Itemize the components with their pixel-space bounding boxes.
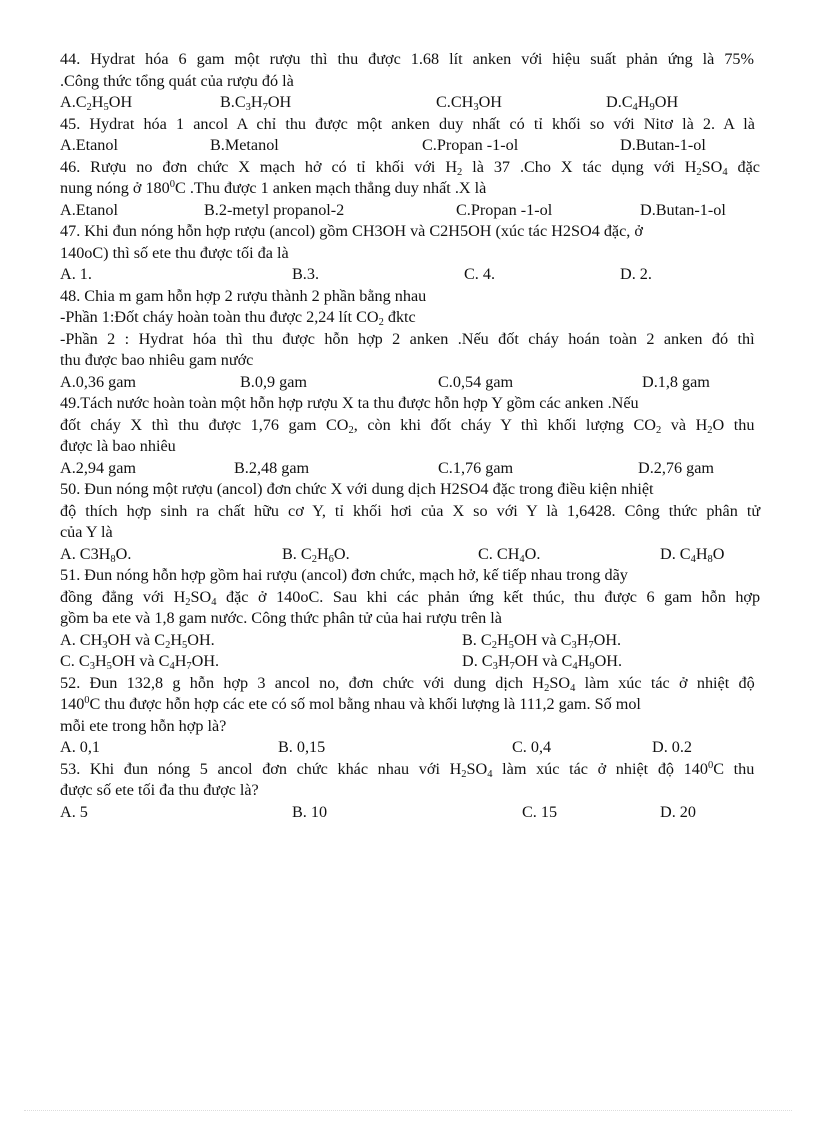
- question-text-line: $140^0C$ thu được hỗn hợp các ete có số mol bằng nhau và khối lượng là 111,2 gam. Số mol: [60, 695, 641, 713]
- answer-option-c: C.Propan -1-ol: [456, 200, 553, 219]
- answer-option-d: D. $C_3H_7OH$ và $C_4H_9OH$.: [462, 652, 622, 672]
- question-text-line: 140oC) thì số ete thu được tối đa là: [60, 243, 289, 262]
- question-text-line: của Y là: [60, 523, 113, 541]
- question-text-line: gồm ba ete và 1,8 gam nước. Công thức phân tử của hai rượu trên là: [60, 609, 502, 627]
- answer-options-row: [60, 802, 770, 824]
- answer-option-c: C.0,54 gam: [438, 372, 514, 391]
- answer-option-a: $A.C_2H_5OH$: [60, 93, 133, 113]
- page-bottom-divider: [24, 1110, 792, 1111]
- answer-option-c: C.1,76 gam: [438, 458, 514, 477]
- answer-option-b: $B.C_3H_7OH$: [220, 93, 292, 113]
- question-text-line: độ thích hợp sinh ra chất hữu cơ Y, tỉ khối hơi của X so với Y là 1,6428. Công thức phân tử: [60, 501, 761, 520]
- answer-option-d: D.1,8 gam: [642, 372, 710, 391]
- answer-option-a: A.Etanol: [60, 136, 118, 154]
- answer-options-row: [60, 200, 770, 222]
- answer-option-b: B. $C_2H_5OH$ và $C_3H_7OH$.: [462, 630, 622, 651]
- answer-option-c: C. $CH_4O$.: [478, 544, 541, 565]
- question-text-line: 46. Rượu no đơn chức X mạch hở có tỉ khối với $H_2$ là 37 .Cho X tác dụng với $H_2SO_4$ đặc: [60, 157, 760, 178]
- answer-option-b: B. 0,15: [278, 738, 326, 756]
- answer-option-c: C. 0,4: [512, 738, 552, 756]
- answer-option-c: C. 4.: [464, 265, 496, 283]
- question-text-line: .Công thức tổng quát của rượu đó là: [60, 71, 294, 90]
- answer-option-a: A. $C3H_8O$.: [60, 544, 132, 565]
- answer-option-c: C. 15: [522, 802, 558, 821]
- answer-option-a: A.2,94 gam: [60, 458, 136, 477]
- answer-option-b: B.3.: [292, 265, 319, 283]
- question-50: [60, 479, 770, 565]
- answer-options-row: [60, 92, 770, 114]
- question-text-line: được số ete tối đa thu được là?: [60, 781, 259, 799]
- answer-option-d: D.Butan-1-ol: [620, 136, 706, 154]
- answer-option-c: $C.CH_3OH$: [436, 93, 502, 113]
- answer-option-b: B.2-metyl propanol-2: [204, 200, 345, 219]
- question-52: [60, 673, 770, 759]
- answer-option-a: A. 1.: [60, 265, 92, 283]
- question-text-line: 50. Đun nóng một rượu (ancol) đơn chức X với dung dịch H2SO4 đặc trong điều kiện nhiệt: [60, 480, 654, 498]
- question-text-line: đồng đẳng với $H_2SO_4$ đặc ở 140oC. Sau khi các phản ứng kết thúc, thu được 6 gam hỗn hợp: [60, 587, 761, 608]
- answer-option-d: $D.C_4H_9OH$: [606, 93, 679, 113]
- question-text-line: nung nóng ở $180^0C$ .Thu được 1 anken mạch thẳng duy nhất .X là: [60, 179, 487, 197]
- question-text-line: 47. Khi đun nóng hỗn hợp rượu (ancol) gồm CH3OH và C2H5OH (xúc tác H2SO4 đặc, ở: [60, 222, 643, 240]
- answer-options-row: [60, 458, 770, 480]
- question-text-line: 53. Khi đun nóng 5 ancol đơn chức khác nhau với $H_2SO_4$ làm xúc tác ở nhiệt độ $140^0C$ thu: [60, 759, 755, 780]
- question-text-line: -Phần 2 : Hydrat hóa thì thu được hỗn hợp 2 anken .Nếu đốt cháy hoán toàn 2 anken đó thì: [60, 329, 755, 348]
- question-49: [60, 393, 770, 479]
- answer-option-c: C.Propan -1-ol: [422, 136, 519, 154]
- answer-option-d: D. $C_4H_8O$: [660, 544, 725, 565]
- question-text-line: 49.Tách nước hoàn toàn một hỗn hợp rượu X ta thu được hỗn hợp Y gồm các anken .Nếu: [60, 394, 639, 412]
- question-46: [60, 157, 770, 222]
- question-text-line: thu được bao nhiêu gam nước: [60, 351, 254, 369]
- question-48: [60, 286, 770, 394]
- answer-option-b: B.2,48 gam: [234, 458, 310, 477]
- question-47: [60, 221, 770, 286]
- answer-option-a: A.0,36 gam: [60, 372, 136, 391]
- answer-option-c: C. $C_3H_5OH$ và $C_4H_7OH$.: [60, 652, 220, 672]
- answer-option-d: D. 0.2: [652, 738, 693, 756]
- answer-option-b: B. 10: [292, 802, 328, 821]
- answer-options-row: [60, 372, 770, 394]
- question-51: [60, 565, 770, 673]
- answer-option-b: B.0,9 gam: [240, 372, 307, 391]
- answer-option-d: D. 2.: [620, 265, 652, 283]
- question-text-line: mỗi ete trong hỗn hợp là?: [60, 716, 227, 735]
- question-53: [60, 759, 770, 824]
- question-text-line: 52. Đun 132,8 g hỗn hợp 3 ancol no, đơn chức với dung dịch $H_2SO_4$ làm xúc tác ở nhiệt độ: [60, 673, 755, 694]
- answer-option-d: D.Butan-1-ol: [640, 200, 726, 219]
- question-text-line: 44. Hydrat hóa 6 gam một rượu thì thu được 1.68 lít anken với hiệu suất phản ứng là 75%: [60, 50, 755, 68]
- answer-option-a: A. $CH_3OH$ và $C_2H_5OH$.: [60, 630, 215, 651]
- question-45: [60, 114, 770, 157]
- question-text-line: được là bao nhiêu: [60, 437, 176, 455]
- question-text-line: 51. Đun nóng hỗn hợp gồm hai rượu (ancol) đơn chức, mạch hở, kế tiếp nhau trong dãy: [60, 566, 628, 584]
- answer-option-d: D.2,76 gam: [638, 458, 714, 477]
- answer-options-row: [60, 737, 770, 759]
- answer-options-row: [60, 630, 770, 652]
- answer-options-row: [60, 651, 770, 673]
- question-list: [60, 49, 770, 823]
- answer-option-a: A. 5: [60, 802, 88, 821]
- answer-options-row: [60, 544, 770, 566]
- answer-option-a: A. 0,1: [60, 738, 101, 756]
- answer-option-b: B. $C_2H_6O$.: [282, 544, 350, 565]
- answer-option-a: A.Etanol: [60, 200, 118, 219]
- answer-options-row: [60, 135, 770, 157]
- question-text-line: đốt cháy X thì thu được 1,76 gam $CO_2$, còn khi đốt cháy Y thì khối lượng $CO_2$ và $H_2O$ thu: [60, 415, 755, 436]
- answer-options-row: [60, 264, 770, 286]
- question-text-line: -Phần 1:Đốt cháy hoàn toàn thu được 2,24 lít $CO_2$ đktc: [60, 308, 416, 328]
- question-text-line: 45. Hydrat hóa 1 ancol A chỉ thu được một anken duy nhất có tỉ khối so với Nitơ là 2. A là: [60, 114, 755, 133]
- answer-option-b: B.Metanol: [210, 136, 279, 154]
- question-text-line: 48. Chia m gam hỗn hợp 2 rượu thành 2 phần bằng nhau: [60, 286, 427, 305]
- question-44: [60, 49, 770, 114]
- answer-option-d: D. 20: [660, 802, 696, 821]
